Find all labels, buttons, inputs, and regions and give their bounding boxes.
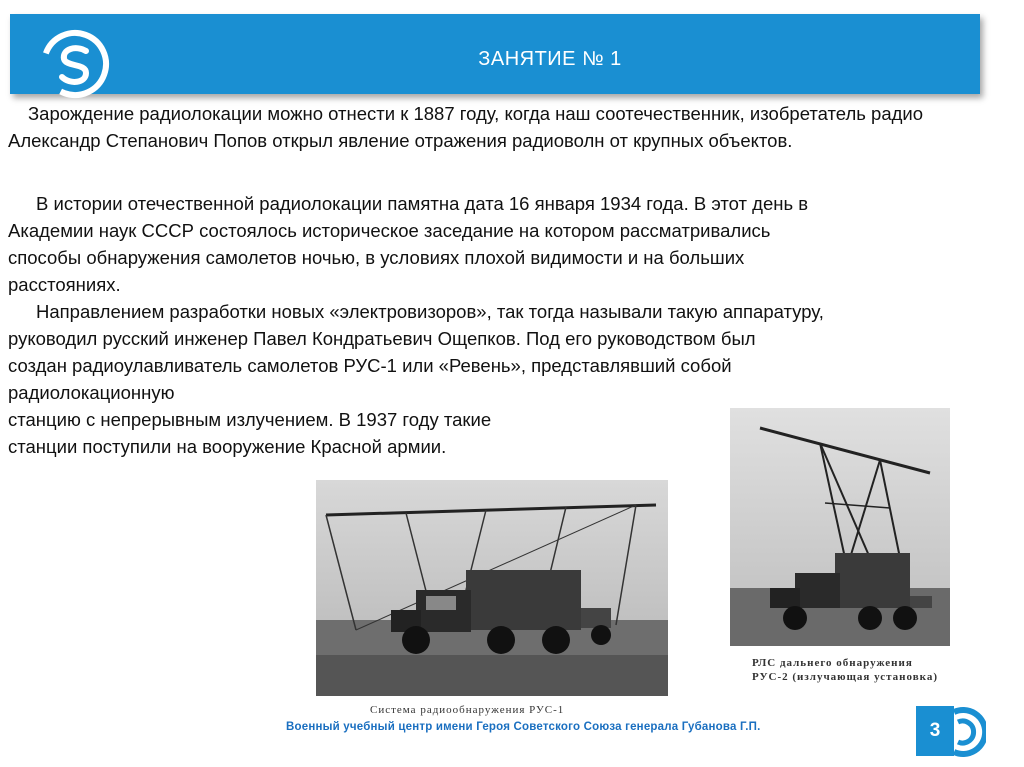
history-line-3: способы обнаружения самолетов ночью, в условиях плохой видимости и на больших (8, 247, 745, 268)
development-line-2: руководил русский инженер Павел Кондратьевич Ощепков. Под его руководством был (8, 328, 756, 349)
intro-paragraph (8, 100, 1018, 154)
footer-organization: Военный учебный центр имени Героя Советского Союза генерала Губанова Г.П. (286, 721, 761, 733)
intro-text: Зарождение радиолокации можно отнести к 1887 году, когда наш соотечественник, изобретатель радио Александр Степанович Попов открыл явление отражения радиоволн от крупных объектов. (8, 103, 924, 151)
page-number: 3 (929, 720, 941, 741)
rus2-caption-line-1: РЛС дальнего обнаружения (752, 657, 913, 669)
development-line-6: станции поступили на вооружение Красной армии. (8, 436, 447, 457)
d-emblem-icon (934, 704, 986, 760)
rus1-photo (316, 480, 668, 696)
development-line-4: радиолокационную (8, 382, 175, 403)
rus2-caption (752, 656, 938, 684)
development-line-3: создан радиоулавливатель самолетов РУС-1 или «Ревень», представлявший собой (8, 355, 732, 376)
header-bar (10, 14, 980, 94)
history-line-2: Академии наук СССР состоялось историческое заседание на котором рассматривались (8, 220, 771, 241)
rus1-caption: Система радиообнаружения РУС-1 (370, 704, 565, 716)
development-line-1: Направлением разработки новых «электровизоров», так тогда называли такую аппаратуру, (36, 301, 824, 322)
rus2-caption-line-2: РУС-2 (излучающая установка) (752, 671, 938, 683)
history-line-4: расстояниях. (8, 274, 121, 295)
rus2-truck-illustration (730, 408, 950, 646)
history-line-1: В истории отечественной радиолокации памятна дата 16 января 1934 года. В этот день в (36, 193, 809, 214)
page-title: ЗАНЯТИЕ № 1 (478, 48, 622, 70)
development-line-5: станцию с непрерывным излучением. В 1937 году такие (8, 409, 492, 430)
rus2-photo (730, 408, 950, 646)
rus1-truck-illustration (316, 480, 668, 696)
